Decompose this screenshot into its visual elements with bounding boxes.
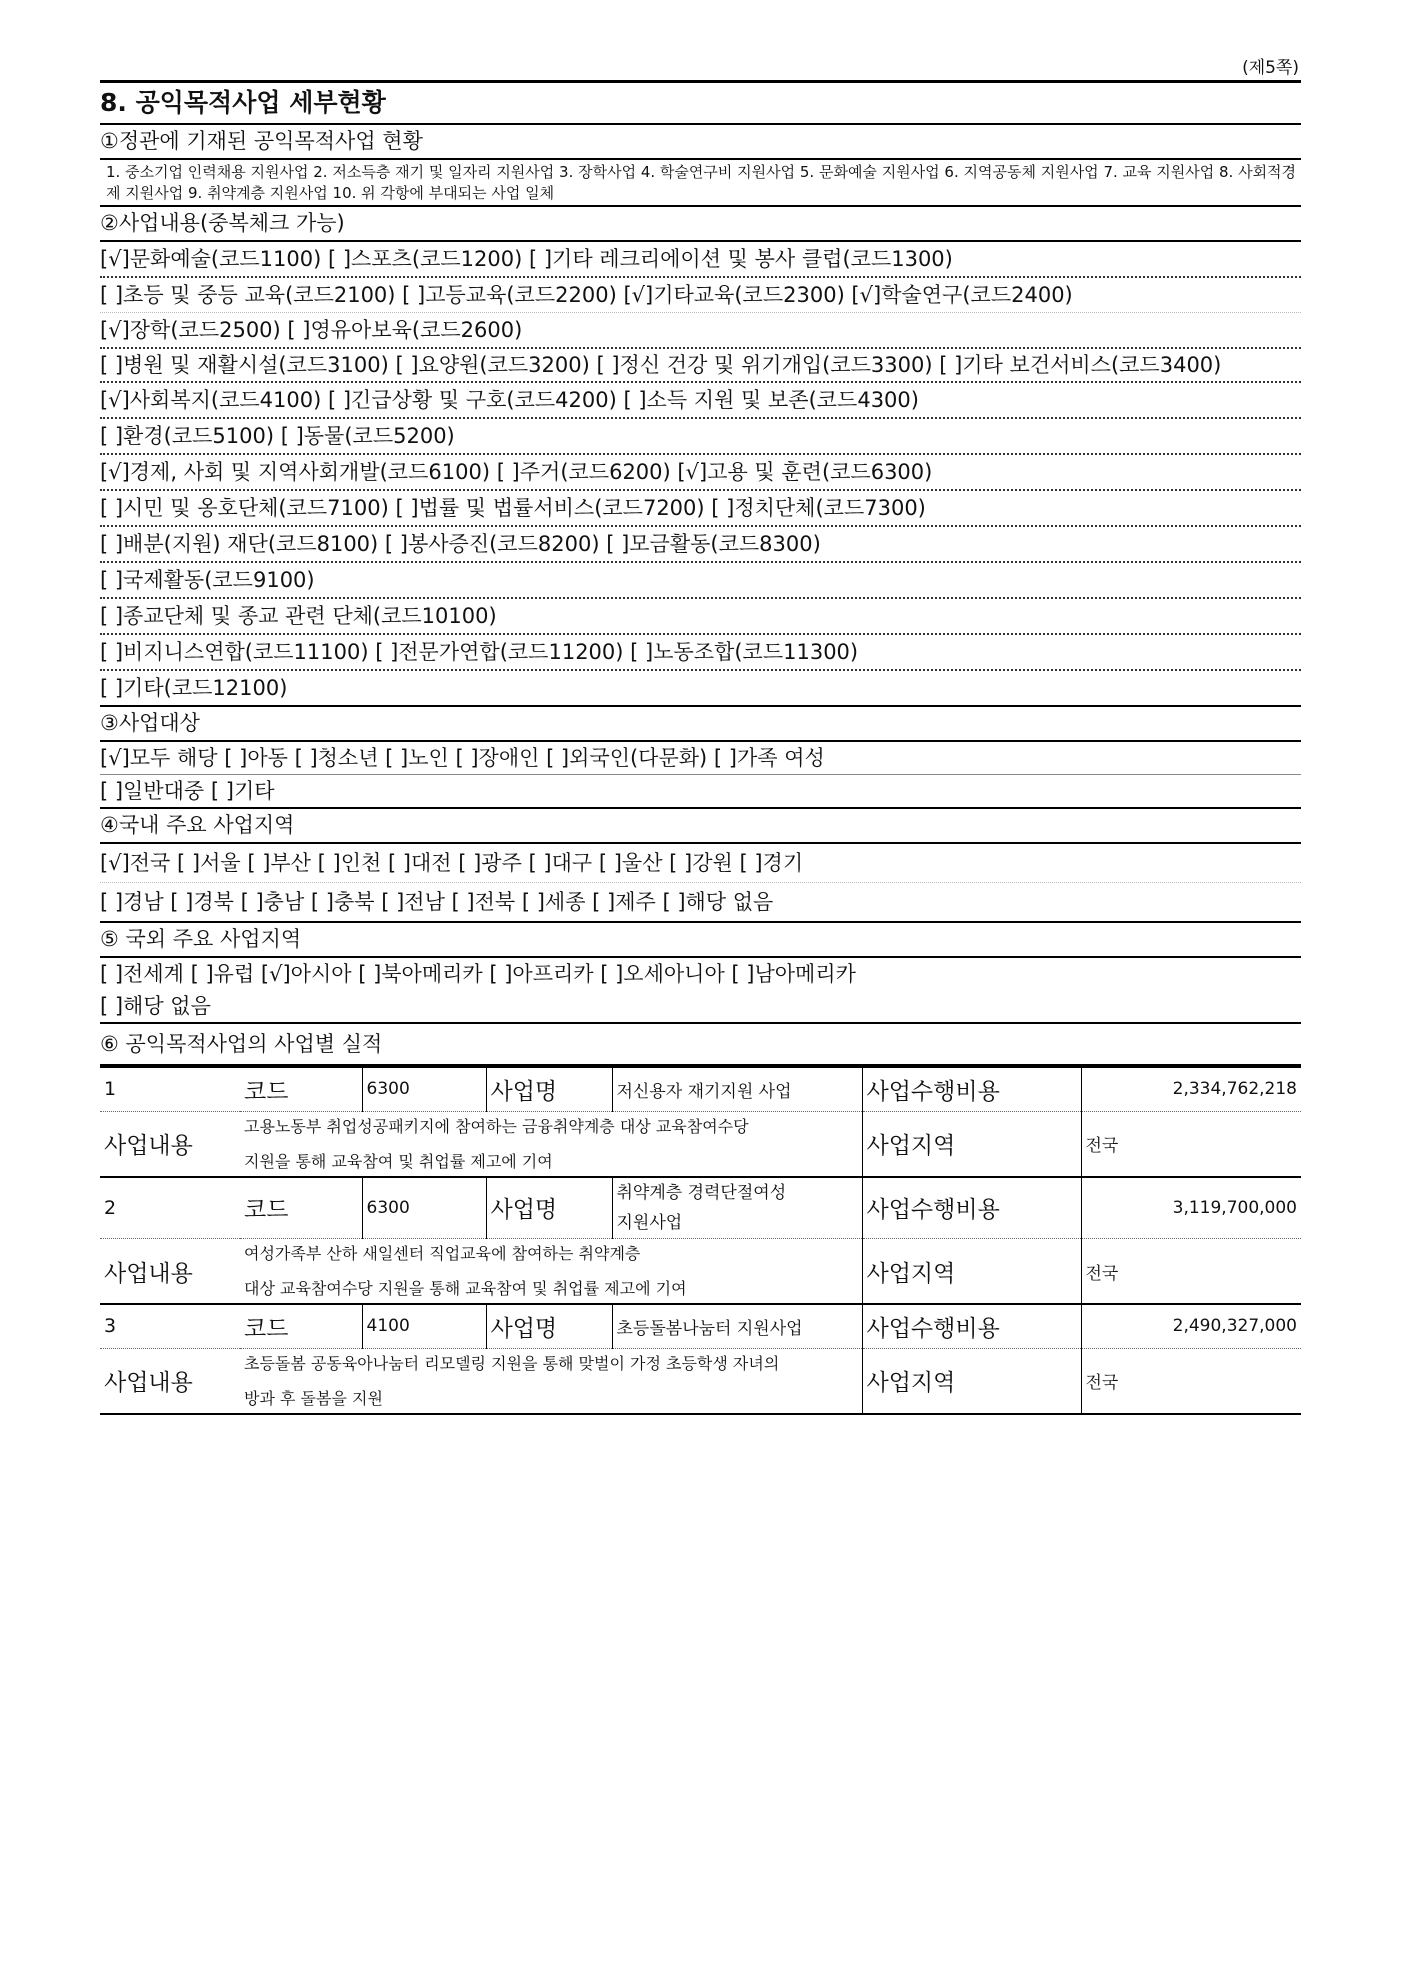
item-number: 2 — [100, 1177, 240, 1239]
checkbox-row[interactable]: [ ]기타(코드12100) — [100, 671, 1301, 707]
name-label: 사업명 — [486, 1304, 612, 1348]
code-value: 6300 — [362, 1067, 486, 1111]
purpose-text: 1. 중소기업 인력채용 지원사업 2. 저소득층 재기 및 일자리 지원사업 3. 장학사업 4. 학술연구비 지원사업 5. 문화예술 지원사업 6. 지역공동체 지원사업 7. 교육 지원사업 8. 사회적경제 지원사업 9. 취약계층 지원사업 10. 위 각항에 부대되는 사업 일체 — [100, 160, 1301, 207]
name-value — [612, 1304, 862, 1348]
cost-label: 사업수행비용 — [862, 1177, 1081, 1239]
content-line: 지원을 통해 교육참여 및 취업률 제고에 기여 — [244, 1151, 553, 1171]
checkbox-row[interactable]: [ ]전세계 [ ]유럽 [√]아시아 [ ]북아메리카 [ ]아프리카 [ ]오세아니아 [ ]남아메리카 — [100, 962, 856, 986]
code-value: 6300 — [362, 1177, 486, 1239]
checkbox-row[interactable]: [ ]초등 및 중등 교육(코드2100) [ ]고등교육(코드2200) [√]기타교육(코드2300) [√]학술연구(코드2400) — [100, 278, 1301, 313]
region-value: 전국 — [1081, 1111, 1301, 1177]
content-line: 초등돌봄 공동육아나눔터 리모델링 지원을 통해 맞벌이 가정 초등학생 자녀의 — [244, 1353, 780, 1373]
code-label: 코드 — [240, 1304, 362, 1348]
name-value — [612, 1177, 862, 1239]
code-value: 4100 — [362, 1304, 486, 1348]
item-number: 3 — [100, 1304, 240, 1348]
purpose-heading: ①정관에 기재된 공익목적사업 현황 — [100, 125, 1301, 160]
content-line: 고용노동부 취업성공패키지에 참여하는 금융취약계층 대상 교육참여수당 — [244, 1116, 749, 1136]
item-number: 1 — [100, 1067, 240, 1111]
checkbox-row[interactable]: [√]전국 [ ]서울 [ ]부산 [ ]인천 [ ]대전 [ ]광주 [ ]대구 [ ]울산 [ ]강원 [ ]경기 — [100, 844, 1301, 883]
checkbox-row[interactable]: [ ]경남 [ ]경북 [ ]충남 [ ]충북 [ ]전남 [ ]전북 [ ]세종 [ ]제주 [ ]해당 없음 — [100, 883, 1301, 923]
checkbox-row[interactable]: [√]경제, 사회 및 지역사회개발(코드6100) [ ]주거(코드6200) [√]고용 및 훈련(코드6300) — [100, 455, 1301, 491]
checkbox-row[interactable]: [ ]일반대중 [ ]기타 — [100, 775, 1301, 809]
region-label: 사업지역 — [862, 1348, 1081, 1414]
name-line: 지원사업 — [616, 1212, 683, 1233]
table-row — [100, 1239, 1301, 1305]
business-content-heading: ②사업내용(중복체크 가능) — [100, 207, 1301, 242]
checkbox-row[interactable]: [ ]비지니스연합(코드11100) [ ]전문가연합(코드11200) [ ]노동조합(코드11300) — [100, 635, 1301, 671]
name-line: 취약계층 경력단절여성 — [616, 1182, 787, 1203]
cost-label: 사업수행비용 — [862, 1304, 1081, 1348]
code-label: 코드 — [240, 1177, 362, 1239]
code-label: 코드 — [240, 1067, 362, 1111]
cost-value: 2,334,762,218 — [1081, 1067, 1301, 1111]
section-title: 8. 공익목적사업 세부현황 — [100, 80, 1301, 125]
name-line: 초등돌봄나눔터 지원사업 — [616, 1318, 803, 1339]
page-number: (제5쪽) — [1242, 58, 1299, 78]
checkbox-row[interactable]: [√]장학(코드2500) [ ]영유아보육(코드2600) — [100, 313, 1301, 349]
domestic-region-heading: ④국내 주요 사업지역 — [100, 809, 1301, 844]
checkbox-row[interactable]: [√]문화예술(코드1100) [ ]스포츠(코드1200) [ ]기타 레크리에이션 및 봉사 클럽(코드1300) — [100, 242, 1301, 278]
cost-label: 사업수행비용 — [862, 1067, 1081, 1111]
region-label: 사업지역 — [862, 1111, 1081, 1177]
cost-value: 3,119,700,000 — [1081, 1177, 1301, 1239]
checkbox-row[interactable]: [ ]병원 및 재활시설(코드3100) [ ]요양원(코드3200) [ ]정신 건강 및 위기개입(코드3300) [ ]기타 보건서비스(코드3400) — [100, 349, 1301, 383]
name-label: 사업명 — [486, 1177, 612, 1239]
table-row — [100, 1177, 1301, 1239]
table-row — [100, 1304, 1301, 1348]
table-row — [100, 1111, 1301, 1177]
table-row — [100, 1348, 1301, 1414]
table-row — [100, 1067, 1301, 1111]
content-line: 대상 교육참여수당 지원을 통해 교육참여 및 취업률 제고에 기여 — [244, 1279, 687, 1298]
region-value: 전국 — [1081, 1348, 1301, 1414]
content-line: 여성가족부 산하 새일센터 직업교육에 참여하는 취약계층 — [244, 1244, 641, 1263]
checkbox-row[interactable]: [ ]국제활동(코드9100) — [100, 563, 1301, 599]
overseas-region-heading: ⑤ 국외 주요 사업지역 — [100, 923, 1301, 958]
performance-table — [100, 1066, 1301, 1415]
content-value — [240, 1239, 862, 1305]
region-label: 사업지역 — [862, 1239, 1081, 1305]
name-value — [612, 1067, 862, 1111]
cost-value: 2,490,327,000 — [1081, 1304, 1301, 1348]
performance-heading: ⑥ 공익목적사업의 사업별 실적 — [100, 1024, 1301, 1066]
content-value — [240, 1348, 862, 1414]
checkbox-row[interactable]: [ ]환경(코드5100) [ ]동물(코드5200) — [100, 419, 1301, 455]
target-heading: ③사업대상 — [100, 707, 1301, 742]
document-page — [100, 56, 1301, 1415]
checkbox-row[interactable]: [ ]종교단체 및 종교 관련 단체(코드10100) — [100, 599, 1301, 635]
checkbox-row[interactable]: [√]모두 해당 [ ]아동 [ ]청소년 [ ]노인 [ ]장애인 [ ]외국인(다문화) [ ]가족 여성 — [100, 742, 1301, 775]
checkbox-row[interactable]: [ ]해당 없음 — [100, 990, 1301, 1024]
content-line: 방과 후 돌봄을 지원 — [244, 1388, 383, 1408]
name-line: 저신용자 재기지원 사업 — [616, 1081, 792, 1102]
checkbox-row[interactable]: [√]사회복지(코드4100) [ ]긴급상황 및 구호(코드4200) [ ]소득 지원 및 보존(코드4300) — [100, 383, 1301, 419]
checkbox-row[interactable]: [ ]배분(지원) 재단(코드8100) [ ]봉사증진(코드8200) [ ]모금활동(코드8300) — [100, 527, 1301, 563]
name-label: 사업명 — [486, 1067, 612, 1111]
content-value — [240, 1111, 862, 1177]
content-label: 사업내용 — [100, 1348, 240, 1414]
content-label: 사업내용 — [100, 1239, 240, 1305]
content-label: 사업내용 — [100, 1111, 240, 1177]
checkbox-row[interactable]: [ ]시민 및 옹호단체(코드7100) [ ]법률 및 법률서비스(코드7200) [ ]정치단체(코드7300) — [100, 491, 1301, 527]
region-value: 전국 — [1081, 1239, 1301, 1305]
